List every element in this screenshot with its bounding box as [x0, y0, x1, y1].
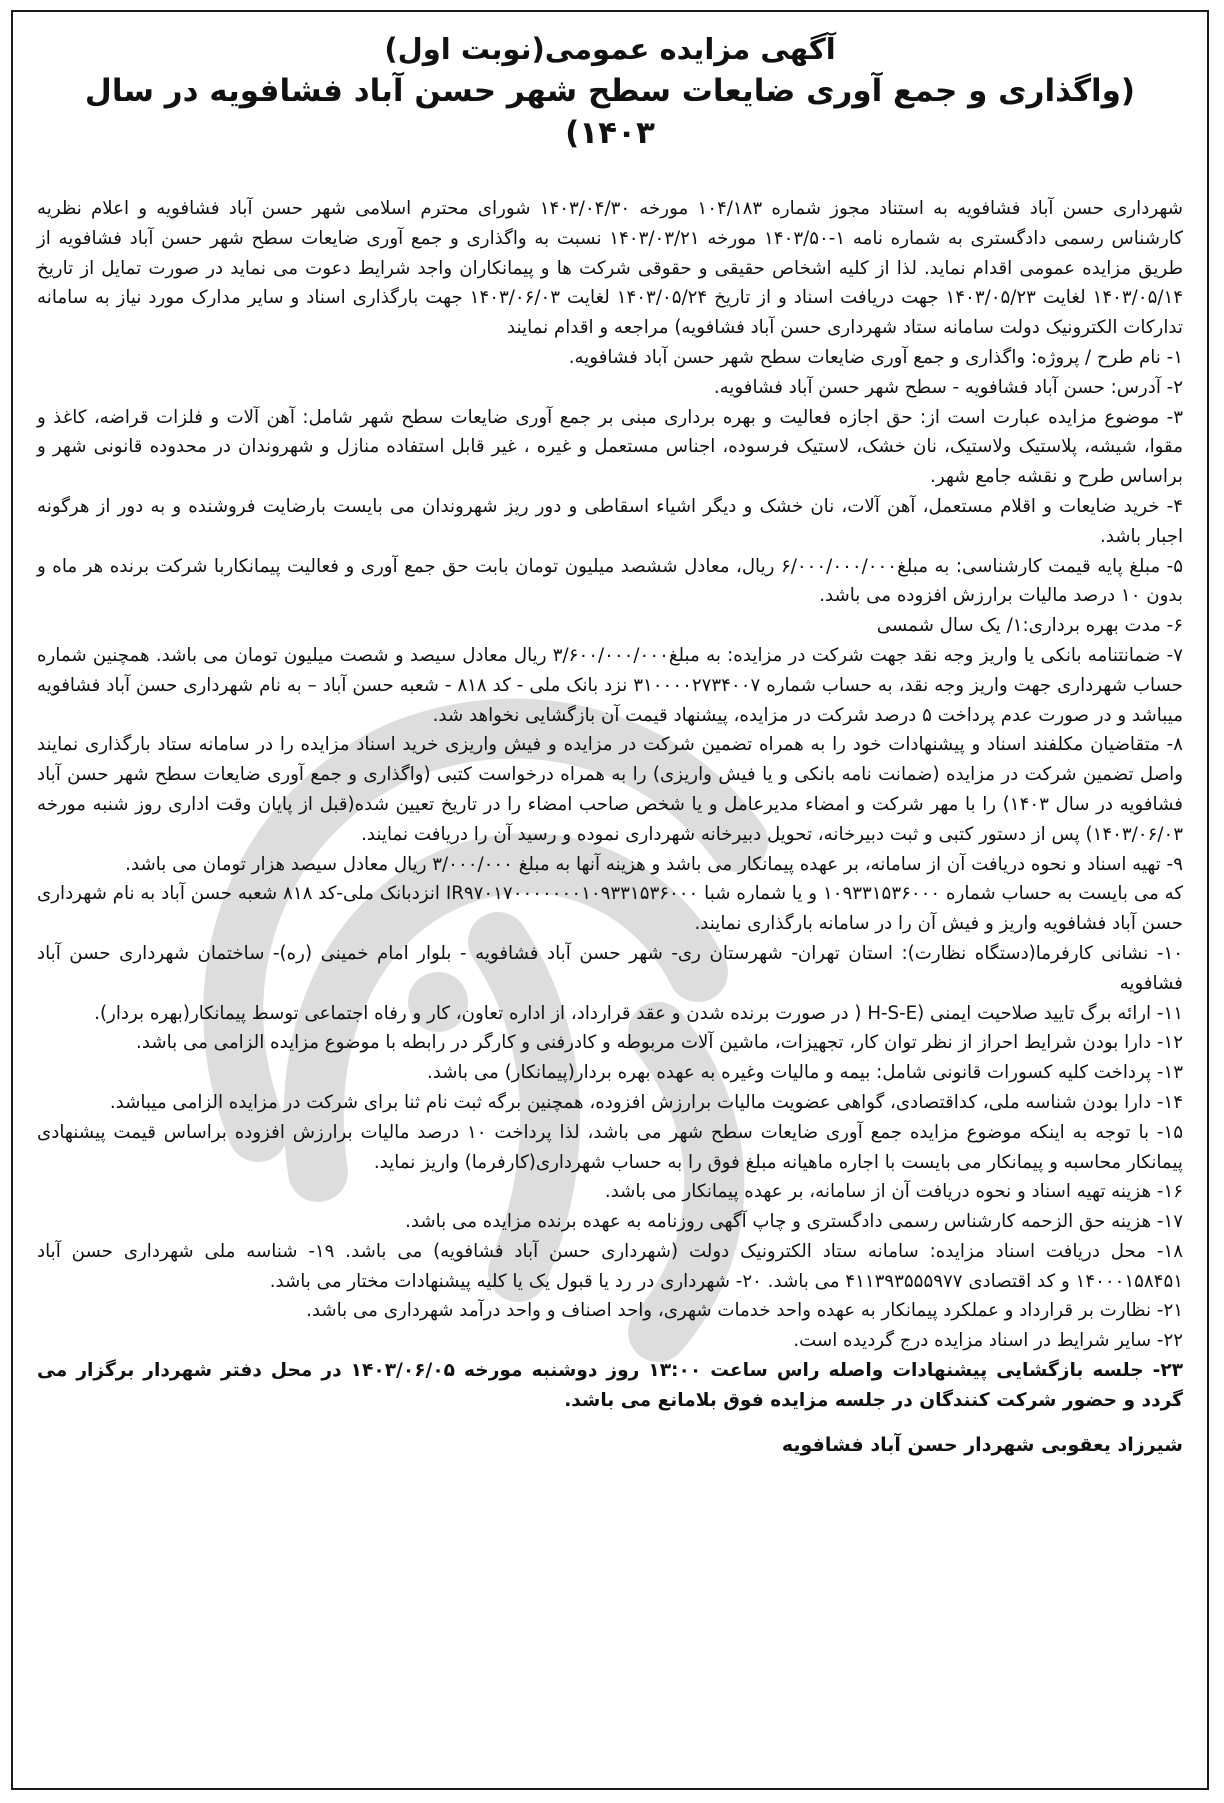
clause-8: ۸- متقاضیان مکلفند اسناد و پیشنهادات خود را به همراه تضمین شرکت در مزایده و فیش واریزی خرید اسناد مزایده را در سامانه ستاد بارگذاری نمایند واصل تضمین شرکت در مزایده (ضمانت نامه بانکی و یا فیش واریزی) را به همراه درخواست کتبی (واگذاری و جمع آوری ضایعات سطح شهر حسن آباد فشافویه در سال ۱۴۰۳) را با مهر شرکت و امضاء مدیرعامل و یا شخص صاحب امضاء را در تاریخ تعیین شده(قبل از پایان وقت اداری روز شنبه مورخه ۱۴۰۳/۰۶/۰۳) پس از دستور کتبی و ثبت دبیرخانه، تحویل دبیرخانه شهرداری نموده و رسید آن را دریافت نمایند.	[37, 734, 1183, 845]
signature: شیرزاد یعقوبی شهردار حسن آباد فشافویه	[781, 1433, 1183, 1456]
clause-16: ۱۶- هزینه تهیه اسناد و نحوه دریافت آن از سامانه، بر عهده پیمانکار می باشد.	[604, 1181, 1183, 1203]
clause-10: ۱۰- نشانی کارفرما(دستگاه نظارت): استان تهران- شهرستان ری- شهر حسن آباد فشافویه - بلوار امام خمینی (ره)- ساختمان شهرداری حسن آباد فشافویه	[37, 942, 1183, 994]
clause-23: ۲۳- جلسه بازگشایی پیشنهادات واصله راس ساعت ۱۳:۰۰ روز دوشنبه مورخه ۱۴۰۳/۰۶/۰۵ در محل دفتر شهردار برگزار می گردد و حضور شرکت کنندگان در جلسه مزایده فوق بلامانع می باشد.	[37, 1360, 1184, 1411]
clause-9-account: که می بایست به حساب شماره ۱۰۹۳۳۱۵۳۶۰۰۰ و یا شماره شبا IR۹۷۰۱۷۰۰۰۰۰۰۰۱۰۹۳۳۱۵۳۶۰۰۰ انزدبانک ملی-کد ۸۱۸ شعبه حسن آباد به نام شهرداری حسن آباد فشافویه واریز و فیش آن را در سامانه بارگذاری نمایند.	[37, 883, 1184, 935]
clause-13: ۱۳- پرداخت کلیه کسورات قانونی شامل: بیمه و مالیات وغیره به عهده بهره بردار(پیمانکار) می باشد.	[426, 1062, 1183, 1084]
clause-21: ۲۱- نظارت بر قرارداد و عملکرد پیمانکار به عهده واحد خدمات شهری، واحد اصناف و واحد درآمد شهرداری می باشد.	[306, 1300, 1183, 1322]
clause-2: ۲- آدرس: حسن آباد فشافویه - سطح شهر حسن آباد فشافویه.	[713, 376, 1183, 398]
clause-12: ۱۲- دارا بودن شرایط احراز از نظر توان کار، تجهیزات، ماشین آلات مربوطه و کادرفنی و کارگر در رابطه با موضوع مزایده الزامی می باشد.	[136, 1032, 1183, 1054]
notice-body	[37, 194, 1183, 1416]
clause-3: ۳- موضوع مزایده عبارت است از: حق اجازه فعالیت و بهره برداری مبنی بر جمع آوری ضایعات سطح شهر شامل: آهن آلات و فلزات قراضه، کاغذ و مقوا، شیشه، پلاستیک ولاستیک، نان خشک، لاستیک فرسوده، اجناس مستعمل و غیره ، غیر قابل استفاده منازل و شهروندان در محدوده قانونی شهر و براساس طرح و نقشه جامع شهر.	[37, 406, 1183, 488]
clause-17: ۱۷- هزینه حق الزحمه کارشناس رسمی دادگستری و چاپ آگهی روزنامه به عهده برنده مزایده می باشد.	[405, 1211, 1183, 1233]
notice-page	[11, 10, 1209, 1790]
clause-6: ۶- مدت بهره برداری:۱/ یک سال شمسی	[876, 615, 1183, 637]
clause-7: ۷- ضمانتنامه بانکی یا واریز وجه نقد جهت شرکت در مزایده: به مبلغ۳/۶۰۰/۰۰۰/۰۰۰ ریال معادل سیصد و شصت میلیون تومان می باشد. همچنین شماره حساب شهرداری جهت واریز وجه نقد، به حساب شماره ۳۱۰۰۰۰۲۷۳۴۰۰۷ نزد بانک ملی - کد ۸۱۸ - شعبه حسن آباد – به نام شهرداری حسن آباد فشافویه میباشد و در صورت عدم پرداخت ۵ درصد شرکت در مزایده، پیشنهاد قیمت آن بازگشایی نخواهد شد.	[37, 644, 1183, 726]
clause-11: ۱۱- ارائه برگ تایید صلاحیت ایمنی (H-S-E ( در صورت برنده شدن و عقد قرارداد، از اداره تعاون، کار و رفاه اجتماعی توسط پیمانکار(بهره بردار).	[94, 1002, 1183, 1024]
clause-1: ۱- نام طرح / پروژه: واگذاری و جمع آوری ضایعات سطح شهر حسن آباد فشافویه.	[568, 346, 1183, 368]
clause-5: ۵- مبلغ پایه قیمت کارشناسی: به مبلغ۶/۰۰۰/۰۰۰/۰۰۰ ریال، معادل ششصد میلیون تومان بابت حق جمع آوری و فعالیت پیمانکاربا شرکت برنده هر ماه و بدون ۱۰ درصد مالیات برارزش افزوده می باشد.	[37, 555, 1183, 607]
clause-22: ۲۲- سایر شرایط در اسناد مزایده درج گردیده است.	[793, 1330, 1183, 1352]
clause-14: ۱۴- دارا بودن شناسه ملی، کداقتصادی، گواهی عضویت مالیات برارزش افزوده، همچنین برگه ثبت نام ثنا برای شرکت در مزایده الزامی میباشد.	[109, 1091, 1183, 1113]
clause-4: ۴- خرید ضایعات و اقلام مستعمل، آهن آلات، نان خشک و دیگر اشیاء اسقاطی و دور ریز شهروندان می بایست بارضایت فروشنده و به دور از هرگونه اجبار باشد.	[37, 495, 1183, 547]
notice-subtitle: (واگذاری و جمع آوری ضایعات سطح شهر حسن آباد فشافویه در سال ۱۴۰۳)	[84, 73, 1136, 151]
intro-paragraph: شهرداری حسن آباد فشافویه به استناد مجوز شماره ۱۰۴/۱۸۳ مورخه ۱۴۰۳/۰۴/۳۰ شورای محترم اسلامی شهر حسن آباد فشافویه و اعلام نظریه کارشناس رسمی دادگستری به شماره نامه ۱-۱۴۰۳/۵۰ مورخه ۱۴۰۳/۰۳/۲۱ نسبت به واگذاری و جمع آوری ضایعات سطح شهر حسن آباد فشافویه از طریق مزایده عمومی اقدام نماید. لذا از کلیه اشخاص حقیقی و حقوقی شرکت ها و پیمانکاران واجد شرایط دعوت می نماید در صورت تمایل از تاریخ ۱۴۰۳/۰۵/۱۴ لغایت ۱۴۰۳/۰۵/۲۳ جهت دریافت اسناد و از تاریخ ۱۴۰۳/۰۵/۲۴ لغایت ۱۴۰۳/۰۶/۰۳ جهت بارگذاری اسناد و سایر مدارک مورد نیاز به سامانه تدارکات الکترونیک دولت سامانه ستاد شهرداری حسن آباد فشافویه) مراجعه و اقدام نمایند	[37, 198, 1184, 339]
notice-title: آگهی مزایده عمومی(نوبت اول)	[384, 32, 836, 66]
clause-15: ۱۵- با توجه به اینکه موضوع مزایده جمع آوری ضایعات سطح شهر می باشد، لذا پرداخت ۱۰ درصد مالیات برارزش افزوده براساس قیمت پیشنهادی پیمانکار محاسبه و پیمانکار می بایست با اجاره ماهیانه مبلغ فوق را به حساب شهرداری(کارفرما) واریز نماید.	[37, 1121, 1183, 1173]
clause-9: ۹- تهیه اسناد و نحوه دریافت آن از سامانه، بر عهده پیمانکار می باشد و هزینه آنها به مبلغ ۳/۰۰۰/۰۰۰ ریال معادل سیصد هزار تومان می باشد.	[125, 853, 1183, 875]
clause-18-20: ۱۸- محل دریافت اسناد مزایده: سامانه ستاد الکترونیک دولت (شهرداری حسن آباد فشافویه) می باشد. ۱۹- شناسه ملی شهرداری حسن آباد ۱۴۰۰۰۱۵۸۴۵۱ و کد اقتصادی ۴۱۱۳۹۳۵۵۵۹۷۷ می باشد. ۲۰- شهرداری در رد یا قبول یک یا کلیه پیشنهادات مختار می باشد.	[37, 1240, 1183, 1292]
